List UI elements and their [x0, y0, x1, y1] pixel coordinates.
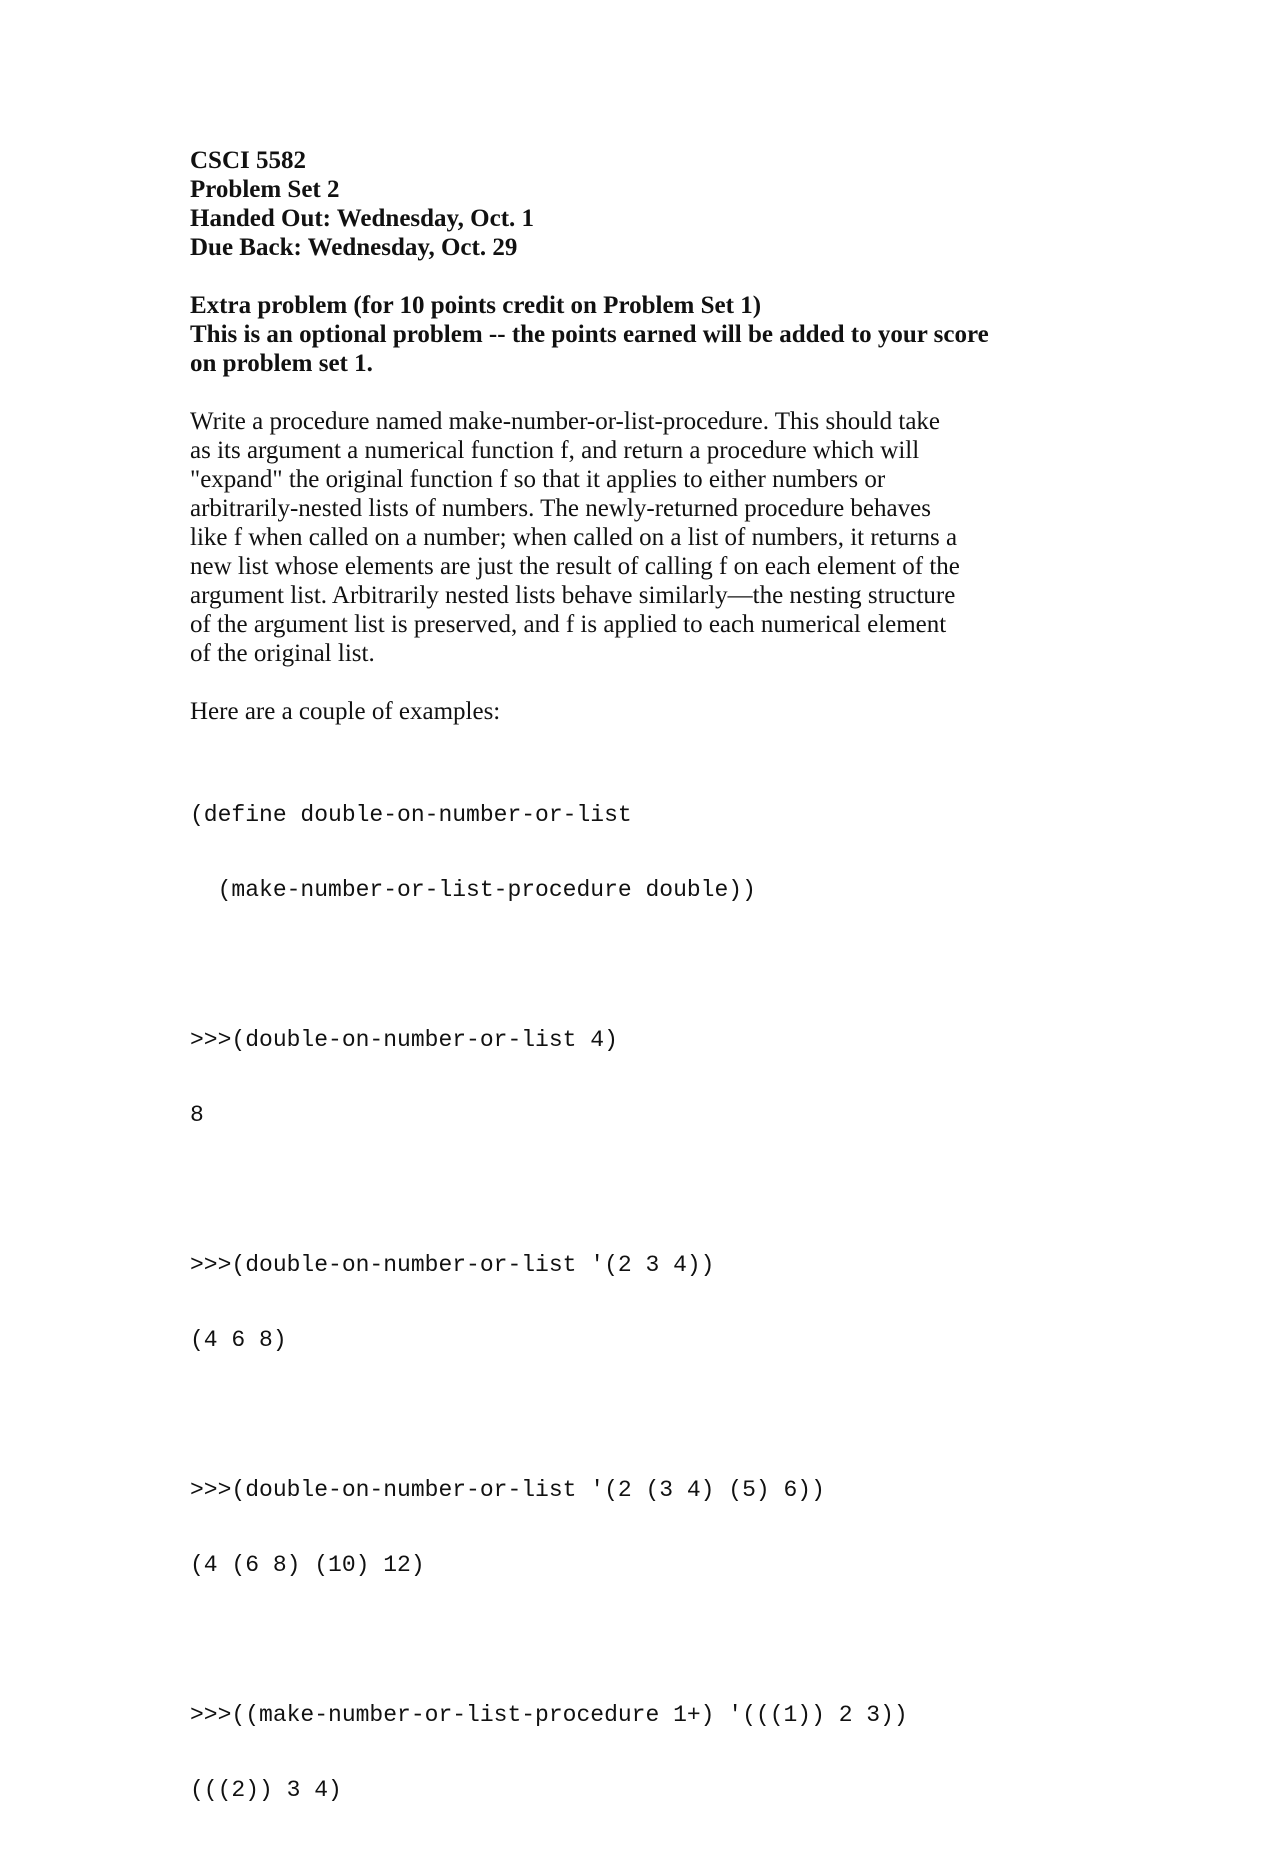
description-line: arbitrarily-nested lists of numbers. The newly-returned procedure behaves [190, 495, 931, 522]
code-define-block [190, 753, 1090, 953]
extra-problem-heading [190, 291, 1090, 378]
code-output: (4 (6 8) (10) 12) [190, 1552, 425, 1578]
description-line: "expand" the original function f so that it applies to either numbers or [190, 466, 886, 493]
document-header [190, 146, 1090, 262]
problem-set-title: Problem Set 2 [190, 176, 340, 203]
code-example-3 [190, 1428, 1090, 1628]
code-example-4 [190, 1653, 1090, 1853]
description-line: as its argument a numerical function f, and return a procedure which will [190, 437, 920, 464]
extra-problem-note-line-1: This is an optional problem -- the points earned will be added to your score [190, 321, 989, 348]
code-output: (4 6 8) [190, 1327, 287, 1353]
code-output: 8 [190, 1102, 204, 1128]
extra-problem-title: Extra problem (for 10 points credit on Problem Set 1) [190, 292, 762, 319]
code-example-1 [190, 978, 1090, 1178]
description-line: of the original list. [190, 640, 375, 667]
code-output: (((2)) 3 4) [190, 1777, 342, 1803]
code-input: >>>(double-on-number-or-list '(2 3 4)) [190, 1252, 715, 1278]
code-example-2 [190, 1203, 1090, 1403]
description-line: of the argument list is preserved, and f is applied to each numerical element [190, 611, 947, 638]
extra-problem-note-line-2: on problem set 1. [190, 350, 373, 377]
due-back-date: Due Back: Wednesday, Oct. 29 [190, 234, 518, 261]
code-input: >>>((make-number-or-list-procedure 1+) '(((1)) 2 3)) [190, 1702, 908, 1728]
handed-out-date: Handed Out: Wednesday, Oct. 1 [190, 205, 535, 232]
code-line: (make-number-or-list-procedure double)) [190, 877, 756, 903]
description-line: argument list. Arbitrarily nested lists behave similarly—the nesting structure [190, 582, 956, 609]
examples-intro: Here are a couple of examples: [190, 698, 501, 725]
description-line: Write a procedure named make-number-or-list-procedure. This should take [190, 408, 941, 435]
code-input: >>>(double-on-number-or-list 4) [190, 1027, 618, 1053]
code-line: (define double-on-number-or-list [190, 802, 632, 828]
description-line: like f when called on a number; when called on a list of numbers, it returns a [190, 524, 958, 551]
description-line: new list whose elements are just the result of calling f on each element of the [190, 553, 960, 580]
document-page [190, 146, 1090, 1853]
code-input: >>>(double-on-number-or-list '(2 (3 4) (5) 6)) [190, 1477, 825, 1503]
course-number: CSCI 5582 [190, 147, 306, 174]
problem-description [190, 407, 1090, 668]
